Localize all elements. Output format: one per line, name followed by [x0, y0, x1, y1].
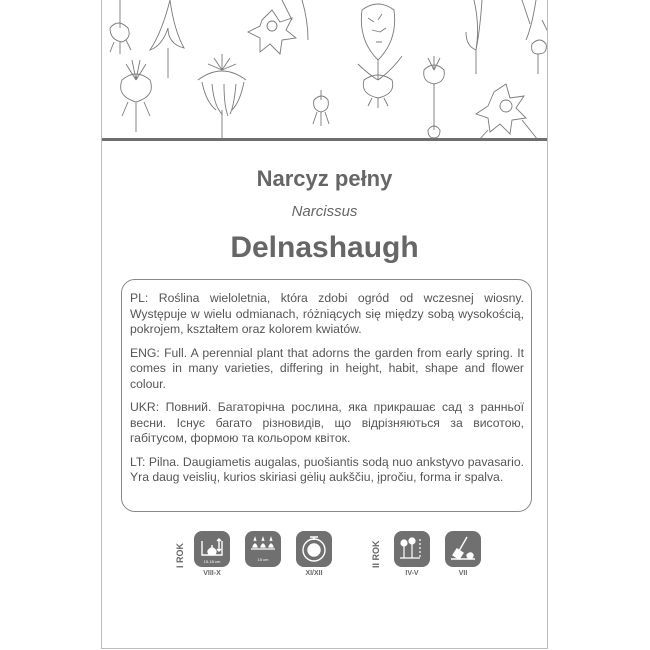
winter-cover-icon	[296, 531, 332, 567]
spacing-icon	[245, 531, 281, 567]
header-divider	[102, 138, 547, 141]
description-pl: PL: Roślina wieloletnia, która zdobi ogród od wczesnej wiosny. Występuje w wielu odmianach, różniących się między sobą wysokością, pokrojem, kształtem oraz kolorem kwiatów.	[130, 291, 524, 336]
flowering-icon	[394, 531, 430, 567]
digging-item	[444, 531, 482, 577]
botanical-illustration	[102, 0, 547, 141]
digging-icon	[445, 531, 481, 567]
flowering-caption: IV-V	[405, 570, 419, 577]
planting-depth-value: 15-18 cm	[203, 559, 221, 564]
spacing-item	[244, 531, 282, 570]
winter-cover-caption: XI/XII	[305, 570, 323, 577]
seed-packet-card	[101, 0, 548, 649]
winter-cover-item	[295, 531, 333, 577]
description-ukr: UKR: Повний. Багаторічна рослина, яка прикрашає сад з ранньої весни. Існує багато різновидів, що відрізняються за висотою, габітусом, формою та кольором квіток.	[130, 400, 524, 445]
planting-depth-caption: VIII-X	[203, 570, 221, 577]
year2-label: II ROK	[371, 540, 381, 568]
flowering-item	[393, 531, 431, 577]
planting-depth-icon	[194, 531, 230, 567]
description-box	[121, 279, 532, 512]
digging-caption: VII	[458, 570, 468, 577]
cultivar-name: Delnashaugh	[230, 231, 419, 264]
year1-label: I ROK	[175, 542, 185, 568]
description-lt: LT: Pilna. Daugiametis augalas, puošiantis sodą nuo ankstyvo pavasario. Yra daug veislių, kurios skiriasi gėlių aukščiu, įpročiu, forma ir spalva.	[130, 454, 524, 484]
spacing-value: 15 cm	[257, 557, 269, 562]
description-eng: ENG: Full. A perennial plant that adorns the garden from early spring. It comes in many varieties, differing in height, habit, shape and flower colour.	[130, 345, 524, 391]
latin-name: Narcissus	[291, 203, 358, 220]
common-name: Narcyz pełny	[256, 166, 393, 191]
flower-line-art	[102, 0, 547, 141]
planting-depth-item	[193, 531, 231, 577]
